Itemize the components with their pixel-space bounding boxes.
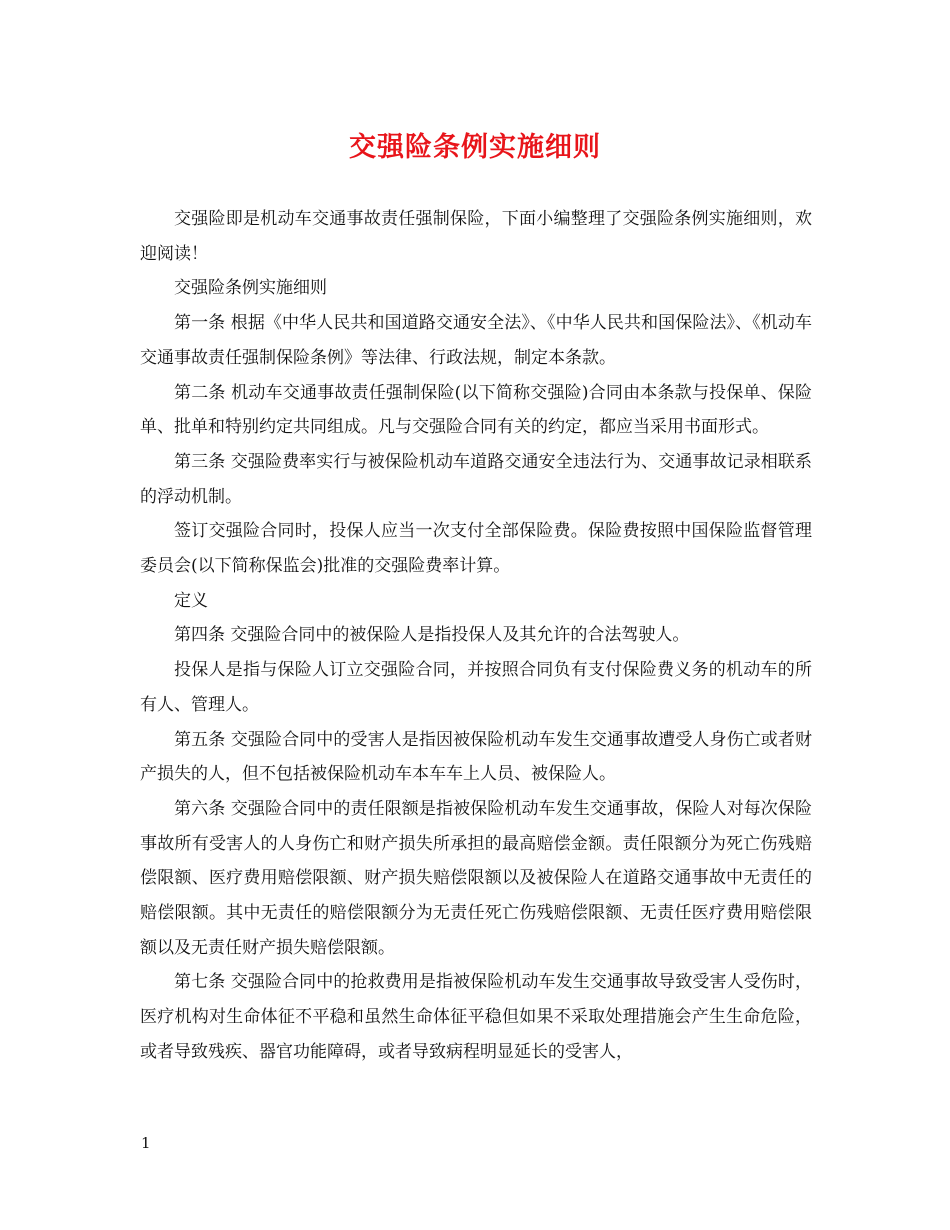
- paragraph-intro: 交强险即是机动车交通事故责任强制保险，下面小编整理了交强险条例实施细则，欢迎阅读！: [140, 209, 812, 264]
- paragraph-article-4: 第四条 交强险合同中的被保险人是指投保人及其允许的合法驾驶人。: [174, 625, 690, 646]
- paragraph-subtitle: 交强险条例实施细则: [174, 278, 327, 299]
- paragraph-definition-heading: 定义: [174, 590, 208, 611]
- document-title: 交强险条例实施细则: [349, 132, 601, 163]
- paragraph-article-2: 第二条 机动车交通事故责任强制保险(以下简称交强险)合同由本条款与投保单、保险单、批单和特别约定共同组成。凡与交强险合同有关的约定，都应当采用书面形式。: [140, 382, 812, 438]
- paragraph-article-3: 第三条 交强险费率实行与被保险机动车道路交通安全违法行为、交通事故记录相联系的浮动机制。: [140, 451, 812, 507]
- paragraph-article-6: 第六条 交强险合同中的责任限额是指被保险机动车发生交通事故，保险人对每次保险事故所有受害人的人身伤亡和财产损失所承担的最高赔偿金额。责任限额分为死亡伤残赔偿限额、医疗费用赔偿限额、财产损失赔偿限额以及被保险人在道路交通事故中无责任的赔偿限额。其中无责任的赔偿限额分为无责任死亡伤残赔偿限额、无责任医疗费用赔偿限额以及无责任财产损失赔偿限额。: [140, 798, 812, 958]
- paragraph-article-1: 第一条 根据《中华人民共和国道路交通安全法》、《中华人民共和国保险法》、《机动车交通事故责任强制保险条例》等法律、行政法规，制定本条款。: [140, 313, 812, 368]
- paragraph-premium: 签订交强险合同时，投保人应当一次支付全部保险费。保险费按照中国保险监督管理委员会(以下简称保监会)批准的交强险费率计算。: [140, 521, 812, 577]
- paragraph-article-5: 第五条 交强险合同中的受害人是指因被保险机动车发生交通事故遭受人身伤亡或者财产损失的人，但不包括被保险机动车本车车上人员、被保险人。: [140, 729, 812, 785]
- paragraph-policyholder: 投保人是指与保险人订立交强险合同，并按照合同负有支付保险费义务的机动车的所有人、管理人。: [140, 660, 812, 715]
- page-number: 1: [141, 1134, 151, 1152]
- document-body: [140, 202, 812, 1070]
- paragraph-article-7: 第七条 交强险合同中的抢救费用是指被保险机动车发生交通事故导致受害人受伤时，医疗机构对生命体征不平稳和虽然生命体征平稳但如果不采取处理措施会产生生命危险，或者导致残疾、器官功能障碍，或者导致病程明显延长的受害人，: [140, 972, 812, 1062]
